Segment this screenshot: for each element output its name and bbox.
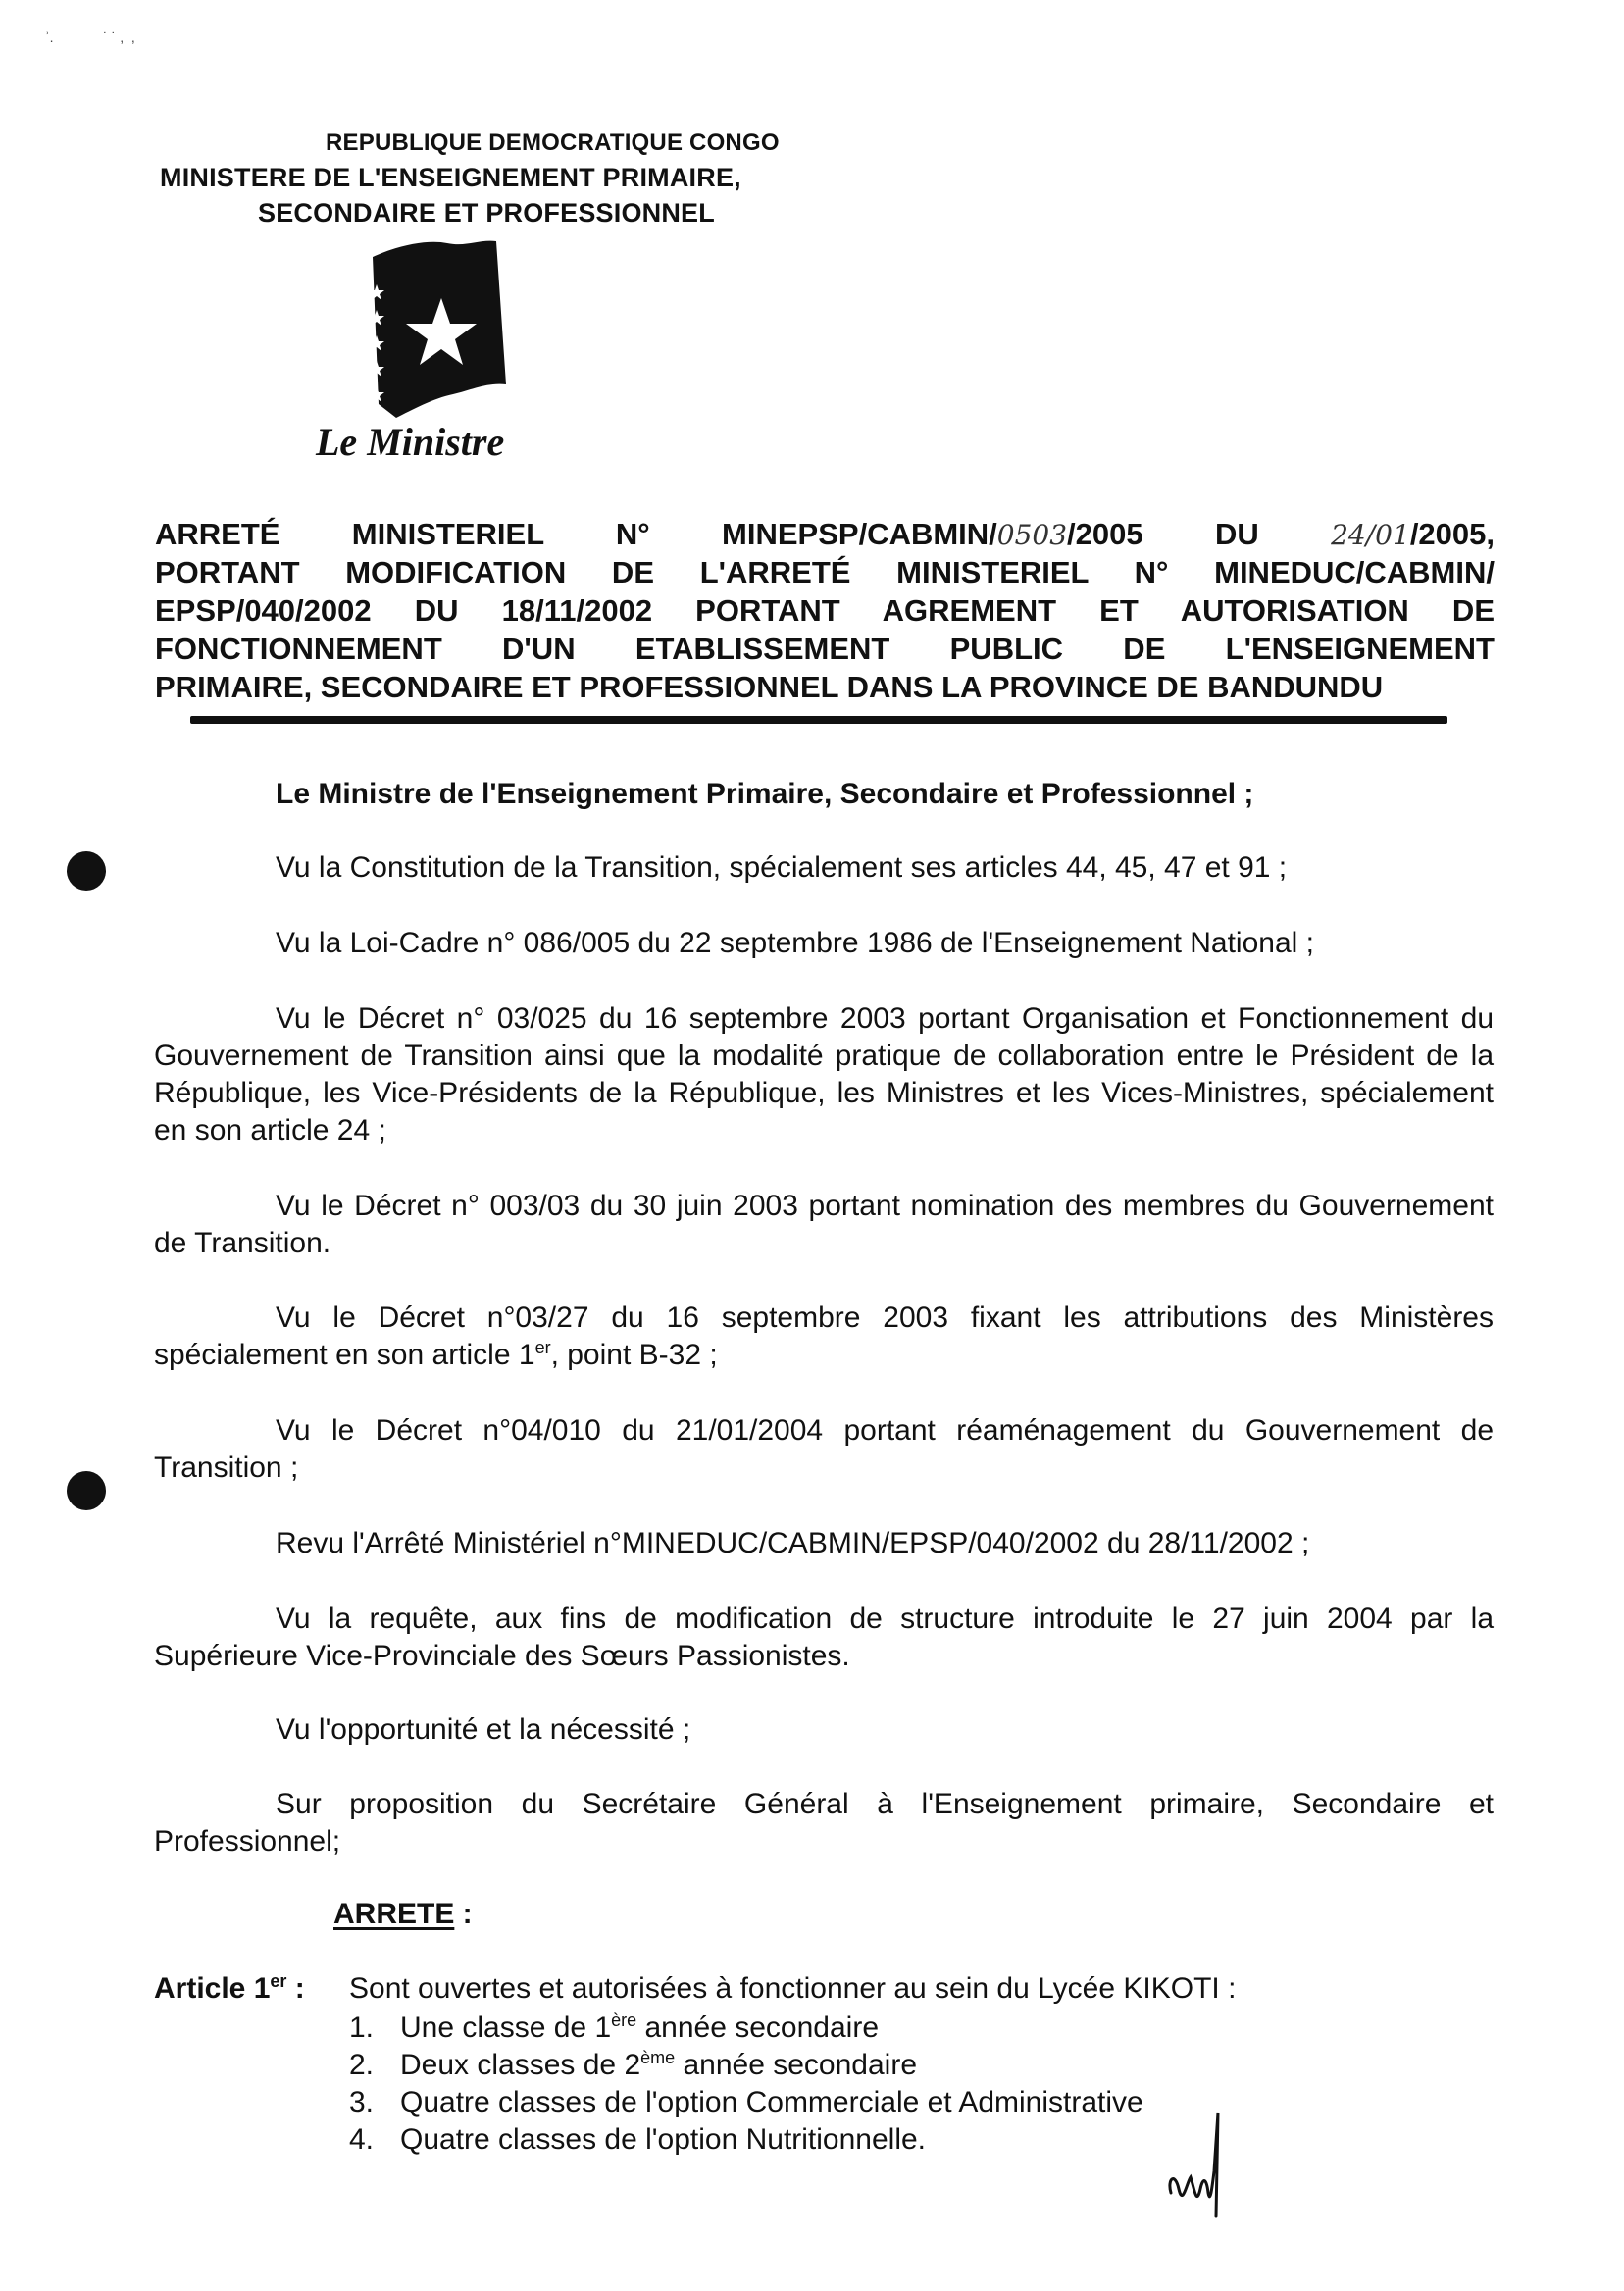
article-1-label-text: Article 1 [154, 1972, 271, 2005]
article-1-intro: Sont ouvertes et autorisées à fonctionner au sein du Lycée KIKOTI : [349, 1972, 1237, 2005]
title-line-1-suffix: /2005, [1409, 517, 1496, 551]
considerant-5-text: Vu le Décret n°03/27 du 16 septembre 2003 fixant les attributions des Ministères spécialement en son article 1 [154, 1301, 1494, 1371]
list-item [349, 2084, 1143, 2121]
considerant-4-text: Vu le Décret n° 003/03 du 30 juin 2003 portant nomination des membres du Gouvernement de Transition. [154, 1190, 1494, 1259]
considerant-7-text: Revu l'Arrêté Ministériel n°MINEDUC/CABMIN/EPSP/040/2002 du 28/11/2002 ; [276, 1527, 1310, 1559]
lead-statement: Le Ministre de l'Enseignement Primaire, Secondaire et Professionnel ; [276, 778, 1254, 810]
scan-artifact: ʾ. ˙ ˙ , , [45, 29, 135, 45]
title-line-5: PRIMAIRE, SECONDAIRE ET PROFESSIONNEL DANS LA PROVINCE DE BANDUNDU [155, 670, 1384, 704]
considerant-9-text: Vu l'opportunité et la nécessité ; [276, 1713, 691, 1746]
list-item-sup: ère [611, 2011, 637, 2030]
ministry-name-line2: SECONDAIRE ET PROFESSIONNEL [258, 198, 715, 228]
article-1-label-sup: er [270, 1971, 287, 1991]
list-item [349, 2010, 1143, 2047]
list-item-text-tail: année secondaire [675, 2049, 918, 2081]
considerant-3-text: Vu le Décret n° 03/025 du 16 septembre 2003 portant Organisation et Fonctionnement du Gouvernement de Transition ainsi que la modalité pratique de collaboration entre le Président de la République, les Vice-Présidents de la République, les Ministres et les Vices-Ministres, spécialement en son article 24 ; [154, 1002, 1494, 1146]
considerant-6-text: Vu le Décret n°04/010 du 21/01/2004 portant réaménagement du Gouvernement de Transition ; [154, 1414, 1494, 1484]
arrete-heading-colon: : [454, 1898, 473, 1930]
handwritten-month: 01 [1375, 519, 1410, 551]
list-item-text: Quatre classes de l'option Commerciale et Administrative [400, 2086, 1143, 2118]
considerant-3 [154, 1000, 1494, 1149]
article-1-label-colon: : [286, 1972, 305, 2005]
flag-star-emblem-icon [369, 237, 516, 424]
punch-hole-top [67, 851, 106, 891]
considerant-5 [154, 1299, 1494, 1374]
country-name: REPUBLIQUE DEMOCRATIQUE CONGO [326, 129, 780, 156]
title-line-1-middle: /2005 DU [1067, 517, 1332, 551]
handwritten-day: 24 [1331, 519, 1366, 551]
considerant-6 [154, 1412, 1494, 1487]
title-line-1-prefix: ARRETÉ MINISTERIEL N° MINEPSP/CABMIN/ [155, 517, 997, 551]
list-item-number: 3. [349, 2086, 375, 2118]
title-line-2: PORTANT MODIFICATION DE L'ARRETÉ MINISTERIEL N° MINEDUC/CABMIN/ [155, 555, 1495, 589]
title-line-3: EPSP/040/2002 DU 18/11/2002 PORTANT AGREMENT ET AUTORISATION DE [155, 593, 1495, 628]
list-item-text: Quatre classes de l'option Nutritionnelle. [400, 2123, 927, 2156]
considerant-8-text: Vu la requête, aux fins de modification de structure introduite le 27 juin 2004 par la Supérieure Vice-Provinciale des Sœurs Passionistes. [154, 1603, 1494, 1672]
list-item-number: 2. [349, 2049, 375, 2081]
considerant-9 [154, 1711, 1494, 1749]
handwritten-decree-number: 0503 [996, 519, 1068, 551]
considerant-7 [154, 1525, 1494, 1562]
considerant-10 [154, 1786, 1494, 1860]
punch-hole-bottom [67, 1471, 106, 1510]
article-1-label [154, 1972, 305, 2006]
list-item-text: Deux classes de 2 [400, 2049, 641, 2081]
title-underline-divider [190, 716, 1447, 724]
signatory-title: Le Ministre [316, 420, 505, 464]
considerant-1-text: Vu la Constitution de la Transition, spécialement ses articles 44, 45, 47 et 91 ; [276, 851, 1288, 884]
list-item-text: Une classe de 1 [400, 2011, 612, 2044]
decree-title [155, 515, 1495, 706]
list-item-sup: ème [640, 2048, 676, 2067]
list-item [349, 2121, 1143, 2159]
considerant-4 [154, 1188, 1494, 1262]
arrete-heading-text: ARRETE [333, 1898, 455, 1930]
superscript-er: er [534, 1338, 551, 1357]
ministry-name-line1: MINISTERE DE L'ENSEIGNEMENT PRIMAIRE, [160, 163, 741, 192]
considerant-2-text: Vu la Loi-Cadre n° 086/005 du 22 septembre 1986 de l'Enseignement National ; [276, 927, 1314, 959]
list-item-text-tail: année secondaire [636, 2011, 880, 2044]
arrete-heading [333, 1898, 473, 1931]
considerant-10-text: Sur proposition du Secrétaire Général à l'Enseignement primaire, Secondaire et Professionnel; [154, 1788, 1494, 1858]
title-line-1: ARRETÉ MINISTERIEL N° MINEPSP/CABMIN/0503/2005 DU 24/01/2005, [155, 517, 1496, 551]
handwritten-initials [1157, 2099, 1245, 2226]
considerant-5-tail: , point B-32 ; [550, 1339, 718, 1371]
list-item-number: 4. [349, 2123, 375, 2156]
article-1-list [349, 2010, 1143, 2159]
considerant-1 [154, 849, 1494, 887]
title-line-4: FONCTIONNEMENT D'UN ETABLISSEMENT PUBLIC DE L'ENSEIGNEMENT [155, 632, 1495, 666]
considerant-2 [154, 925, 1494, 962]
list-item-number: 1. [349, 2011, 375, 2044]
considerant-8 [154, 1601, 1494, 1675]
list-item [349, 2047, 1143, 2084]
